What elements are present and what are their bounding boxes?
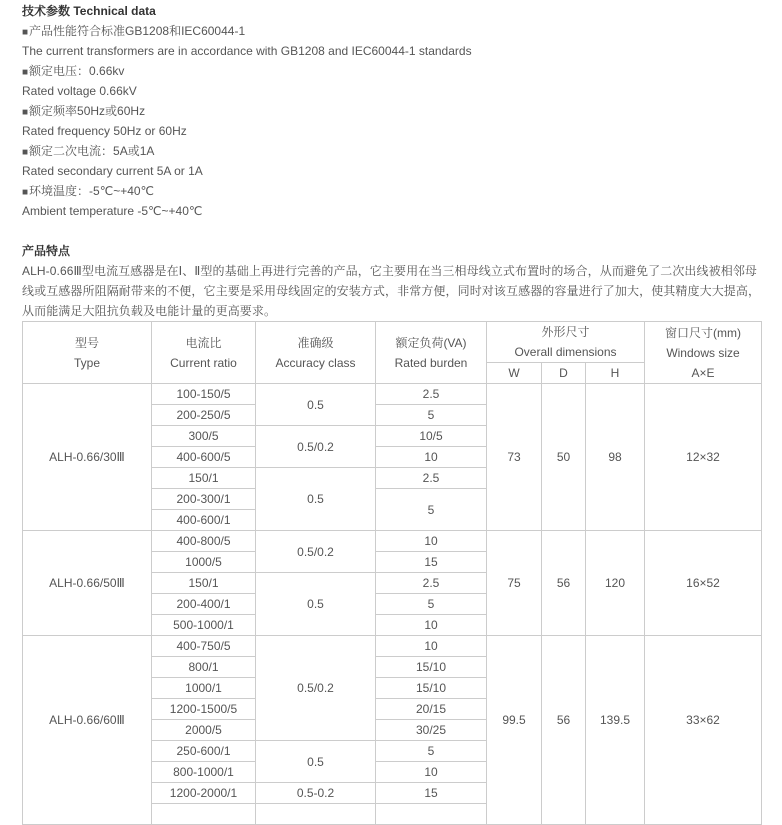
header-overall-dimensions: 外形尺寸 Overall dimensions <box>487 322 645 363</box>
accuracy-cell <box>256 804 376 825</box>
bullet-square-icon: ■ <box>22 187 29 198</box>
type-cell: ALH-0.66/30Ⅲ <box>23 384 152 531</box>
ratio-cell: 1000/5 <box>152 552 256 573</box>
burden-cell: 2.5 <box>376 468 487 489</box>
dim-w-cell: 73 <box>487 384 542 531</box>
window-cell: 12×32 <box>645 384 762 531</box>
burden-cell: 15 <box>376 783 487 804</box>
bullet-square-icon: ■ <box>22 107 29 118</box>
burden-cell <box>376 804 487 825</box>
header-rated-burden: 额定负荷(VA) Rated burden <box>376 322 487 384</box>
ratio-cell: 200-250/5 <box>152 405 256 426</box>
ratio-cell: 250-600/1 <box>152 741 256 762</box>
table-row <box>23 384 762 405</box>
accuracy-cell: 0.5 <box>256 573 376 636</box>
burden-cell: 10 <box>376 762 487 783</box>
burden-cell: 10 <box>376 531 487 552</box>
accuracy-cell: 0.5/0.2 <box>256 636 376 741</box>
spec-temperature-en: Ambient temperature -5℃~+40℃ <box>22 204 203 218</box>
header-dim-d: D <box>542 363 586 384</box>
accuracy-cell: 0.5-0.2 <box>256 783 376 804</box>
accuracy-cell: 0.5 <box>256 741 376 783</box>
ratio-cell: 1200-2000/1 <box>152 783 256 804</box>
header-window-size: 窗口尺寸(mm) Windows size A×E <box>645 322 762 384</box>
dim-h-cell: 139.5 <box>586 636 645 825</box>
window-cell: 33×62 <box>645 636 762 825</box>
ratio-cell: 150/1 <box>152 573 256 594</box>
burden-cell: 30/25 <box>376 720 487 741</box>
bullet-square-icon: ■ <box>22 27 29 38</box>
burden-cell: 10/5 <box>376 426 487 447</box>
burden-cell: 15/10 <box>376 678 487 699</box>
burden-cell: 10 <box>376 636 487 657</box>
dim-d-cell: 50 <box>542 384 586 531</box>
dim-h-cell: 98 <box>586 384 645 531</box>
spec-frequency-cn: ■额定频率50Hz或60Hz <box>22 104 146 118</box>
type-cell: ALH-0.66/60Ⅲ <box>23 636 152 825</box>
type-cell: ALH-0.66/50Ⅲ <box>23 531 152 636</box>
dim-w-cell: 75 <box>487 531 542 636</box>
dim-d-cell: 56 <box>542 636 586 825</box>
ratio-cell: 400-800/5 <box>152 531 256 552</box>
ratio-cell: 400-600/5 <box>152 447 256 468</box>
technical-data-title: 技术参数 Technical data <box>22 4 156 18</box>
technical-data-section <box>22 0 762 321</box>
burden-cell: 20/15 <box>376 699 487 720</box>
spec-voltage-en: Rated voltage 0.66kV <box>22 84 137 98</box>
header-accuracy-class: 准确级 Accuracy class <box>256 322 376 384</box>
spec-standard-en: The current transformers are in accordance with GB1208 and IEC60044-1 standards <box>22 44 472 58</box>
features-title: 产品特点 <box>22 244 71 258</box>
dim-d-cell: 56 <box>542 531 586 636</box>
spec-temperature-cn: ■环境温度：-5℃~+40℃ <box>22 184 155 198</box>
ratio-cell: 200-300/1 <box>152 489 256 510</box>
burden-cell: 5 <box>376 741 487 762</box>
spec-table <box>22 321 762 825</box>
spec-secondary-current-cn: ■额定二次电流：5A或1A <box>22 144 155 158</box>
ratio-cell: 400-600/1 <box>152 510 256 531</box>
ratio-cell: 1200-1500/5 <box>152 699 256 720</box>
ratio-cell: 400-750/5 <box>152 636 256 657</box>
ratio-cell: 800/1 <box>152 657 256 678</box>
header-current-ratio: 电流比 Current ratio <box>152 322 256 384</box>
dim-w-cell: 99.5 <box>487 636 542 825</box>
burden-cell: 15 <box>376 552 487 573</box>
header-dim-h: H <box>586 363 645 384</box>
table-row <box>23 531 762 552</box>
ratio-cell: 200-400/1 <box>152 594 256 615</box>
ratio-cell <box>152 804 256 825</box>
window-cell: 16×52 <box>645 531 762 636</box>
header-type: 型号 Type <box>23 322 152 384</box>
ratio-cell: 150/1 <box>152 468 256 489</box>
spec-voltage-cn: ■额定电压：0.66kv <box>22 64 125 78</box>
spec-secondary-current-en: Rated secondary current 5A or 1A <box>22 164 203 178</box>
spec-frequency-en: Rated frequency 50Hz or 60Hz <box>22 124 187 138</box>
burden-cell: 5 <box>376 594 487 615</box>
bullet-square-icon: ■ <box>22 67 29 78</box>
accuracy-cell: 0.5/0.2 <box>256 531 376 573</box>
bullet-square-icon: ■ <box>22 147 29 158</box>
burden-cell: 5 <box>376 489 487 531</box>
spec-standard-cn: ■产品性能符合标准GB1208和IEC60044-1 <box>22 24 246 38</box>
dim-h-cell: 120 <box>586 531 645 636</box>
ratio-cell: 300/5 <box>152 426 256 447</box>
burden-cell: 10 <box>376 615 487 636</box>
burden-cell: 15/10 <box>376 657 487 678</box>
ratio-cell: 500-1000/1 <box>152 615 256 636</box>
burden-cell: 2.5 <box>376 384 487 405</box>
accuracy-cell: 0.5 <box>256 384 376 426</box>
table-row <box>23 636 762 657</box>
accuracy-cell: 0.5 <box>256 468 376 531</box>
header-dim-w: W <box>487 363 542 384</box>
ratio-cell: 100-150/5 <box>152 384 256 405</box>
ratio-cell: 800-1000/1 <box>152 762 256 783</box>
burden-cell: 10 <box>376 447 487 468</box>
ratio-cell: 2000/5 <box>152 720 256 741</box>
burden-cell: 2.5 <box>376 573 487 594</box>
burden-cell: 5 <box>376 405 487 426</box>
accuracy-cell: 0.5/0.2 <box>256 426 376 468</box>
features-paragraph: ALH-0.66Ⅲ型电流互感器是在Ⅰ、Ⅱ型的基础上再进行完善的产品，它主要用在当三相母线立式布置时的场合，从而避免了二次出线被相邻母线或互感器所阻隔耐带来的不便，它主要是采用母线固定的安装方式，非常方便，同时对该互感器的容量进行了加大，使其精度大大提高，从而能满足大阻抗负载及电能计量的更高要求。 <box>22 264 761 318</box>
ratio-cell: 1000/1 <box>152 678 256 699</box>
